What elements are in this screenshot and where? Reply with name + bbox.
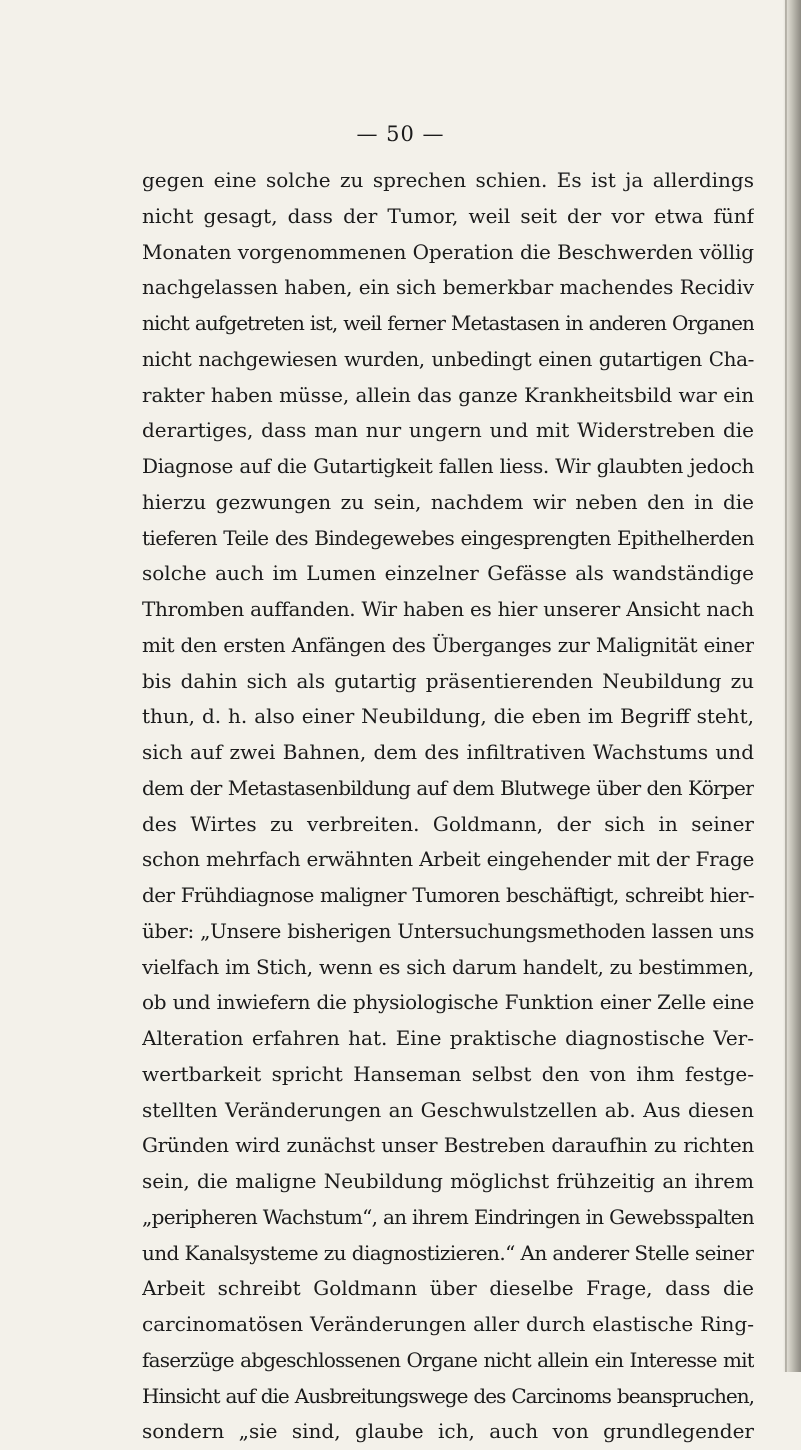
text-line: Hinsicht auf die Ausbreitungswege des Carcinoms beanspruchen,: [142, 1383, 754, 1408]
text-line: thun, d. h. also einer Neubildung, die eben im Begriff steht,: [142, 704, 754, 729]
text-line: mit den ersten Anfängen des Überganges zur Malignität einer: [142, 632, 754, 657]
text-line: über: „Unsere bisherigen Untersuchungsmethoden lassen uns: [142, 918, 754, 943]
text-line: stellten Veränderungen an Geschwulstzellen ab. Aus diesen: [142, 1097, 754, 1122]
text-line: sondern „sie sind, glaube ich, auch von grundlegender: [142, 1419, 754, 1444]
text-line: carcinomatösen Veränderungen aller durch elastische Ring-: [142, 1312, 754, 1336]
text-line: faserzüge abgeschlossenen Organe nicht allein ein Interesse mit: [142, 1347, 754, 1372]
text-line: dem der Metastasenbildung auf dem Blutwege über den Körper: [142, 775, 754, 800]
text-line: Thromben auffanden. Wir haben es hier unserer Ansicht nach: [142, 597, 754, 621]
text-line: der Frühdiagnose maligner Tumoren beschäftigt, schreibt hier-: [142, 883, 754, 907]
text-line: „peripheren Wachstum“, an ihrem Eindringen in Gewebsspalten: [142, 1204, 754, 1229]
text-line: und Kanalsysteme zu diagnostizieren.“ An anderer Stelle seiner: [142, 1240, 754, 1265]
body-text: [142, 163, 754, 1450]
text-line: vielfach im Stich, wenn es sich darum handelt, zu bestimmen,: [142, 954, 754, 979]
text-line: sein, die maligne Neubildung möglichst frühzeitig an ihrem: [142, 1169, 754, 1193]
text-line: solche auch im Lumen einzelner Gefässe als wandständige: [142, 561, 754, 586]
text-line: Arbeit schreibt Goldmann über dieselbe Frage, dass die: [142, 1276, 754, 1301]
text-line: Monaten vorgenommenen Operation die Beschwerden völlig: [142, 239, 754, 264]
text-line: rakter haben müsse, allein das ganze Krankheitsbild war ein: [142, 382, 754, 407]
text-line: gegen eine solche zu sprechen schien. Es ist ja allerdings: [142, 168, 754, 192]
text-line: ob und inwiefern die physiologische Funktion einer Zelle eine: [142, 990, 754, 1015]
text-line: wertbarkeit spricht Hanseman selbst den von ihm festge-: [142, 1061, 754, 1086]
page-number: — 50 —: [356, 122, 445, 146]
text-line: nachgelassen haben, ein sich bemerkbar machendes Recidiv: [142, 275, 754, 300]
page-edge-shadow: [783, 0, 801, 1372]
text-line: Diagnose auf die Gutartigkeit fallen liess. Wir glaubten jedoch: [142, 454, 754, 478]
text-line: tieferen Teile des Bindegewebes eingesprengten Epithelherden: [142, 525, 754, 550]
text-line: hierzu gezwungen zu sein, nachdem wir neben den in die: [142, 489, 754, 514]
text-line: nicht aufgetreten ist, weil ferner Metastasen in anderen Organen: [142, 311, 754, 335]
text-line: nicht nachgewiesen wurden, unbedingt einen gutartigen Cha-: [142, 346, 754, 371]
text-line: bis dahin sich als gutartig präsentierenden Neubildung zu: [142, 668, 754, 693]
text-line: des Wirtes zu verbreiten. Goldmann, der sich in seiner: [142, 811, 754, 836]
text-line: sich auf zwei Bahnen, dem des infiltrativen Wachstums und: [142, 740, 754, 764]
text-line: Gründen wird zunächst unser Bestreben daraufhin zu richten: [142, 1133, 754, 1158]
text-line: Alteration erfahren hat. Eine praktische diagnostische Ver-: [142, 1026, 754, 1050]
text-line: nicht gesagt, dass der Tumor, weil seit der vor etwa fünf: [142, 203, 754, 228]
text-line: schon mehrfach erwähnten Arbeit eingehender mit der Frage: [142, 847, 754, 872]
text-line: derartiges, dass man nur ungern und mit Widerstreben die: [142, 418, 754, 443]
